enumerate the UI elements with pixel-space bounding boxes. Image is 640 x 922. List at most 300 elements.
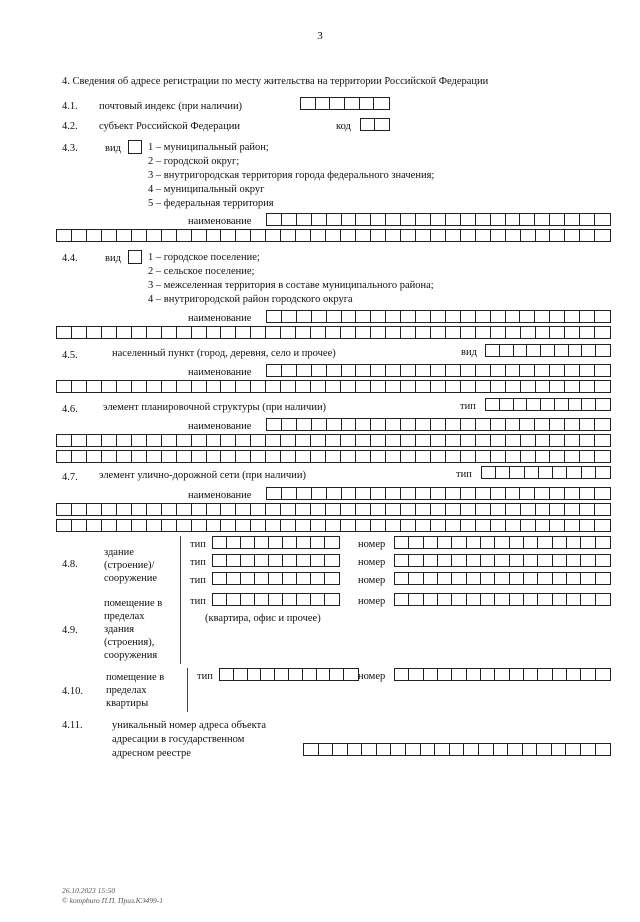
- input-cell[interactable]: [582, 345, 596, 356]
- input-cell[interactable]: [565, 381, 580, 392]
- input-cell[interactable]: [57, 230, 72, 241]
- input-cell[interactable]: [297, 488, 312, 499]
- input-cell[interactable]: [527, 345, 541, 356]
- input-cell[interactable]: [476, 488, 491, 499]
- input-cell[interactable]: [446, 419, 461, 430]
- input-cell[interactable]: [550, 230, 565, 241]
- input-cell[interactable]: [491, 381, 506, 392]
- input-cell[interactable]: [132, 451, 147, 462]
- input-cell[interactable]: [535, 419, 550, 430]
- input-cell[interactable]: [491, 520, 506, 531]
- input-cell[interactable]: [409, 555, 423, 566]
- input-cell[interactable]: [416, 451, 431, 462]
- input-cell[interactable]: [481, 573, 495, 584]
- input-cell[interactable]: [102, 230, 117, 241]
- input-cell[interactable]: [296, 327, 311, 338]
- name-cells-4-5-row2[interactable]: [56, 380, 611, 393]
- input-cell[interactable]: [495, 594, 509, 605]
- input-cell[interactable]: [255, 555, 269, 566]
- input-cell[interactable]: [550, 381, 565, 392]
- input-cell[interactable]: [553, 594, 567, 605]
- input-cell[interactable]: [567, 555, 581, 566]
- input-cell[interactable]: [341, 451, 356, 462]
- input-cell[interactable]: [452, 573, 466, 584]
- input-cell[interactable]: [342, 419, 357, 430]
- input-cell[interactable]: [341, 435, 356, 446]
- input-cell[interactable]: [482, 467, 496, 478]
- input-cell[interactable]: [356, 520, 371, 531]
- name-cells-4-6-row2[interactable]: [56, 434, 611, 447]
- input-cell[interactable]: [311, 504, 326, 515]
- input-cell[interactable]: [476, 311, 491, 322]
- input-cell[interactable]: [341, 520, 356, 531]
- input-cell[interactable]: [356, 327, 371, 338]
- input-cell[interactable]: [297, 573, 311, 584]
- input-cell[interactable]: [495, 573, 509, 584]
- input-cell[interactable]: [541, 345, 555, 356]
- input-cell[interactable]: [565, 327, 580, 338]
- input-cell[interactable]: [386, 365, 401, 376]
- input-cell[interactable]: [255, 573, 269, 584]
- input-cell[interactable]: [220, 669, 234, 680]
- input-cell[interactable]: [550, 520, 565, 531]
- input-cell[interactable]: [435, 744, 450, 755]
- input-cell[interactable]: [267, 488, 282, 499]
- input-cell[interactable]: [117, 327, 132, 338]
- input-cell[interactable]: [283, 573, 297, 584]
- input-cell[interactable]: [452, 537, 466, 548]
- input-cell[interactable]: [491, 451, 506, 462]
- input-cell[interactable]: [311, 381, 326, 392]
- input-cell[interactable]: [580, 230, 595, 241]
- input-cell[interactable]: [510, 467, 524, 478]
- input-cell[interactable]: [541, 399, 555, 410]
- input-cell[interactable]: [192, 451, 207, 462]
- input-cell[interactable]: [227, 594, 241, 605]
- input-cell[interactable]: [342, 488, 357, 499]
- input-cell[interactable]: [476, 230, 491, 241]
- input-cell[interactable]: [461, 381, 476, 392]
- apartment-number-cells[interactable]: [394, 668, 611, 681]
- input-cell[interactable]: [553, 467, 567, 478]
- input-cell[interactable]: [87, 520, 102, 531]
- input-cell[interactable]: [567, 467, 581, 478]
- input-cell[interactable]: [177, 230, 192, 241]
- name-cells-4-7-row2[interactable]: [56, 503, 611, 516]
- input-cell[interactable]: [524, 669, 538, 680]
- input-cell[interactable]: [581, 537, 595, 548]
- premises-type-cells[interactable]: [212, 593, 340, 606]
- input-cell[interactable]: [450, 744, 465, 755]
- input-cell[interactable]: [386, 488, 401, 499]
- input-cell[interactable]: [371, 381, 386, 392]
- input-cell[interactable]: [234, 669, 248, 680]
- input-cell[interactable]: [251, 230, 266, 241]
- input-cell[interactable]: [356, 311, 371, 322]
- input-cell[interactable]: [580, 488, 595, 499]
- input-cell[interactable]: [446, 381, 461, 392]
- input-cell[interactable]: [476, 381, 491, 392]
- input-cell[interactable]: [446, 327, 461, 338]
- input-cell[interactable]: [552, 744, 567, 755]
- input-cell[interactable]: [424, 537, 438, 548]
- input-cell[interactable]: [325, 594, 339, 605]
- input-cell[interactable]: [72, 435, 87, 446]
- input-cell[interactable]: [266, 230, 281, 241]
- input-cell[interactable]: [132, 520, 147, 531]
- input-cell[interactable]: [342, 311, 357, 322]
- input-cell[interactable]: [467, 555, 481, 566]
- input-cell[interactable]: [132, 230, 147, 241]
- input-cell[interactable]: [177, 381, 192, 392]
- input-cell[interactable]: [524, 573, 538, 584]
- input-cell[interactable]: [580, 419, 595, 430]
- input-cell[interactable]: [461, 435, 476, 446]
- input-cell[interactable]: [520, 311, 535, 322]
- input-cell[interactable]: [514, 345, 528, 356]
- input-cell[interactable]: [162, 520, 177, 531]
- input-cell[interactable]: [207, 435, 222, 446]
- input-cell[interactable]: [147, 327, 162, 338]
- input-cell[interactable]: [491, 365, 506, 376]
- input-cell[interactable]: [416, 214, 431, 225]
- building-number-cells-1[interactable]: [394, 536, 611, 549]
- input-cell[interactable]: [117, 435, 132, 446]
- input-cell[interactable]: [375, 119, 389, 130]
- input-cell[interactable]: [553, 555, 567, 566]
- input-cell[interactable]: [481, 594, 495, 605]
- input-cell[interactable]: [221, 327, 236, 338]
- input-cell[interactable]: [236, 504, 251, 515]
- input-cell[interactable]: [192, 327, 207, 338]
- input-cell[interactable]: [510, 573, 524, 584]
- input-cell[interactable]: [395, 669, 409, 680]
- input-cell[interactable]: [521, 435, 536, 446]
- input-cell[interactable]: [506, 504, 521, 515]
- input-cell[interactable]: [356, 435, 371, 446]
- input-cell[interactable]: [297, 555, 311, 566]
- input-cell[interactable]: [506, 520, 521, 531]
- input-cell[interactable]: [213, 573, 227, 584]
- input-cell[interactable]: [282, 311, 297, 322]
- type-cell-4-3[interactable]: [128, 140, 142, 154]
- input-cell[interactable]: [506, 365, 521, 376]
- input-cell[interactable]: [177, 520, 192, 531]
- input-cell[interactable]: [269, 555, 283, 566]
- input-cell[interactable]: [553, 573, 567, 584]
- input-cell[interactable]: [431, 520, 446, 531]
- input-cell[interactable]: [342, 365, 357, 376]
- input-cell[interactable]: [521, 381, 536, 392]
- input-cell[interactable]: [345, 98, 360, 109]
- apartment-type-cells[interactable]: [219, 668, 359, 681]
- input-cell[interactable]: [221, 435, 236, 446]
- input-cell[interactable]: [550, 365, 565, 376]
- input-cell[interactable]: [596, 345, 610, 356]
- input-cell[interactable]: [538, 669, 552, 680]
- input-cell[interactable]: [401, 451, 416, 462]
- input-cell[interactable]: [550, 488, 565, 499]
- input-cell[interactable]: [281, 230, 296, 241]
- input-cell[interactable]: [461, 327, 476, 338]
- input-cell[interactable]: [297, 311, 312, 322]
- input-cell[interactable]: [491, 311, 506, 322]
- input-cell[interactable]: [269, 594, 283, 605]
- input-cell[interactable]: [312, 214, 327, 225]
- input-cell[interactable]: [461, 230, 476, 241]
- input-cell[interactable]: [491, 214, 506, 225]
- input-cell[interactable]: [550, 311, 565, 322]
- input-cell[interactable]: [326, 520, 341, 531]
- input-cell[interactable]: [521, 327, 536, 338]
- input-cell[interactable]: [371, 365, 386, 376]
- input-cell[interactable]: [102, 435, 117, 446]
- input-cell[interactable]: [431, 419, 446, 430]
- name-cells-4-7-row3[interactable]: [56, 519, 611, 532]
- input-cell[interactable]: [147, 520, 162, 531]
- input-cell[interactable]: [431, 327, 446, 338]
- input-cell[interactable]: [356, 488, 371, 499]
- input-cell[interactable]: [266, 520, 281, 531]
- input-cell[interactable]: [251, 520, 266, 531]
- input-cell[interactable]: [330, 669, 344, 680]
- input-cell[interactable]: [446, 311, 461, 322]
- input-cell[interactable]: [401, 381, 416, 392]
- input-cell[interactable]: [567, 669, 581, 680]
- input-cell[interactable]: [416, 488, 431, 499]
- input-cell[interactable]: [266, 435, 281, 446]
- input-cell[interactable]: [267, 419, 282, 430]
- input-cell[interactable]: [535, 488, 550, 499]
- input-cell[interactable]: [327, 365, 342, 376]
- input-cell[interactable]: [361, 119, 375, 130]
- input-cell[interactable]: [296, 230, 311, 241]
- input-cell[interactable]: [523, 744, 538, 755]
- input-cell[interactable]: [241, 537, 255, 548]
- input-cell[interactable]: [371, 327, 386, 338]
- input-cell[interactable]: [227, 573, 241, 584]
- input-cell[interactable]: [565, 451, 580, 462]
- input-cell[interactable]: [326, 435, 341, 446]
- input-cell[interactable]: [581, 744, 596, 755]
- input-cell[interactable]: [461, 520, 476, 531]
- input-cell[interactable]: [565, 311, 580, 322]
- premises-number-cells[interactable]: [394, 593, 611, 606]
- input-cell[interactable]: [510, 537, 524, 548]
- input-cell[interactable]: [207, 451, 222, 462]
- input-cell[interactable]: [525, 467, 539, 478]
- input-cell[interactable]: [395, 537, 409, 548]
- input-cell[interactable]: [538, 537, 552, 548]
- input-cell[interactable]: [506, 488, 521, 499]
- input-cell[interactable]: [356, 230, 371, 241]
- input-cell[interactable]: [341, 327, 356, 338]
- input-cell[interactable]: [236, 435, 251, 446]
- input-cell[interactable]: [311, 435, 326, 446]
- input-cell[interactable]: [162, 451, 177, 462]
- input-cell[interactable]: [192, 435, 207, 446]
- input-cell[interactable]: [491, 504, 506, 515]
- input-cell[interactable]: [282, 214, 297, 225]
- input-cell[interactable]: [341, 381, 356, 392]
- input-cell[interactable]: [377, 744, 392, 755]
- input-cell[interactable]: [72, 230, 87, 241]
- input-cell[interactable]: [282, 365, 297, 376]
- input-cell[interactable]: [596, 467, 610, 478]
- input-cell[interactable]: [395, 573, 409, 584]
- input-cell[interactable]: [431, 504, 446, 515]
- name-cells-4-5-row1[interactable]: [266, 364, 611, 377]
- input-cell[interactable]: [565, 214, 580, 225]
- input-cell[interactable]: [431, 214, 446, 225]
- input-cell[interactable]: [521, 451, 536, 462]
- input-cell[interactable]: [255, 594, 269, 605]
- input-cell[interactable]: [344, 669, 358, 680]
- input-cell[interactable]: [261, 669, 275, 680]
- input-cell[interactable]: [476, 365, 491, 376]
- input-cell[interactable]: [72, 504, 87, 515]
- input-cell[interactable]: [461, 488, 476, 499]
- input-cell[interactable]: [467, 537, 481, 548]
- input-cell[interactable]: [580, 381, 595, 392]
- input-cell[interactable]: [566, 744, 581, 755]
- input-cell[interactable]: [303, 669, 317, 680]
- input-cell[interactable]: [371, 451, 386, 462]
- input-cell[interactable]: [555, 399, 569, 410]
- input-cell[interactable]: [461, 365, 476, 376]
- postal-code-cells[interactable]: [300, 97, 390, 110]
- input-cell[interactable]: [452, 669, 466, 680]
- input-cell[interactable]: [496, 467, 510, 478]
- input-cell[interactable]: [147, 451, 162, 462]
- input-cell[interactable]: [325, 573, 339, 584]
- input-cell[interactable]: [386, 520, 401, 531]
- input-cell[interactable]: [565, 488, 580, 499]
- input-cell[interactable]: [297, 537, 311, 548]
- input-cell[interactable]: [132, 381, 147, 392]
- input-cell[interactable]: [325, 537, 339, 548]
- input-cell[interactable]: [510, 555, 524, 566]
- input-cell[interactable]: [282, 488, 297, 499]
- input-cell[interactable]: [251, 451, 266, 462]
- input-cell[interactable]: [476, 504, 491, 515]
- input-cell[interactable]: [506, 419, 521, 430]
- input-cell[interactable]: [506, 435, 521, 446]
- input-cell[interactable]: [424, 555, 438, 566]
- input-cell[interactable]: [406, 744, 421, 755]
- input-cell[interactable]: [304, 744, 319, 755]
- input-cell[interactable]: [446, 435, 461, 446]
- input-cell[interactable]: [162, 381, 177, 392]
- input-cell[interactable]: [255, 537, 269, 548]
- input-cell[interactable]: [438, 669, 452, 680]
- input-cell[interactable]: [281, 504, 296, 515]
- fias-number-cells[interactable]: [303, 743, 611, 756]
- input-cell[interactable]: [595, 520, 610, 531]
- input-cell[interactable]: [301, 98, 316, 109]
- input-cell[interactable]: [461, 311, 476, 322]
- input-cell[interactable]: [524, 594, 538, 605]
- input-cell[interactable]: [297, 214, 312, 225]
- input-cell[interactable]: [580, 214, 595, 225]
- input-cell[interactable]: [476, 419, 491, 430]
- input-cell[interactable]: [221, 451, 236, 462]
- input-cell[interactable]: [386, 311, 401, 322]
- input-cell[interactable]: [506, 230, 521, 241]
- input-cell[interactable]: [550, 435, 565, 446]
- input-cell[interactable]: [192, 504, 207, 515]
- input-cell[interactable]: [269, 573, 283, 584]
- input-cell[interactable]: [595, 451, 610, 462]
- input-cell[interactable]: [391, 744, 406, 755]
- input-cell[interactable]: [177, 504, 192, 515]
- input-cell[interactable]: [241, 555, 255, 566]
- input-cell[interactable]: [461, 504, 476, 515]
- input-cell[interactable]: [236, 451, 251, 462]
- building-number-cells-3[interactable]: [394, 572, 611, 585]
- input-cell[interactable]: [192, 381, 207, 392]
- input-cell[interactable]: [536, 381, 551, 392]
- input-cell[interactable]: [569, 399, 583, 410]
- input-cell[interactable]: [476, 435, 491, 446]
- input-cell[interactable]: [326, 381, 341, 392]
- input-cell[interactable]: [374, 98, 389, 109]
- input-cell[interactable]: [520, 419, 535, 430]
- input-cell[interactable]: [431, 435, 446, 446]
- input-cell[interactable]: [431, 451, 446, 462]
- input-cell[interactable]: [132, 435, 147, 446]
- input-cell[interactable]: [267, 365, 282, 376]
- input-cell[interactable]: [348, 744, 363, 755]
- input-cell[interactable]: [312, 419, 327, 430]
- input-cell[interactable]: [446, 365, 461, 376]
- input-cell[interactable]: [467, 594, 481, 605]
- input-cell[interactable]: [424, 594, 438, 605]
- input-cell[interactable]: [596, 669, 610, 680]
- input-cell[interactable]: [596, 537, 610, 548]
- input-cell[interactable]: [491, 435, 506, 446]
- input-cell[interactable]: [251, 327, 266, 338]
- input-cell[interactable]: [311, 230, 326, 241]
- input-cell[interactable]: [438, 594, 452, 605]
- name-cells-4-6-row1[interactable]: [266, 418, 611, 431]
- name-cells-4-3-row2[interactable]: [56, 229, 611, 242]
- input-cell[interactable]: [72, 327, 87, 338]
- input-cell[interactable]: [481, 555, 495, 566]
- locality-type-cells[interactable]: [485, 344, 611, 357]
- input-cell[interactable]: [506, 311, 521, 322]
- input-cell[interactable]: [567, 537, 581, 548]
- input-cell[interactable]: [117, 451, 132, 462]
- input-cell[interactable]: [227, 555, 241, 566]
- input-cell[interactable]: [327, 488, 342, 499]
- input-cell[interactable]: [386, 327, 401, 338]
- input-cell[interactable]: [341, 504, 356, 515]
- input-cell[interactable]: [267, 311, 282, 322]
- input-cell[interactable]: [431, 365, 446, 376]
- building-type-cells-1[interactable]: [212, 536, 340, 549]
- input-cell[interactable]: [296, 451, 311, 462]
- input-cell[interactable]: [327, 419, 342, 430]
- input-cell[interactable]: [312, 488, 327, 499]
- input-cell[interactable]: [500, 345, 514, 356]
- input-cell[interactable]: [117, 230, 132, 241]
- input-cell[interactable]: [536, 451, 551, 462]
- input-cell[interactable]: [221, 520, 236, 531]
- input-cell[interactable]: [248, 669, 262, 680]
- input-cell[interactable]: [401, 435, 416, 446]
- input-cell[interactable]: [461, 214, 476, 225]
